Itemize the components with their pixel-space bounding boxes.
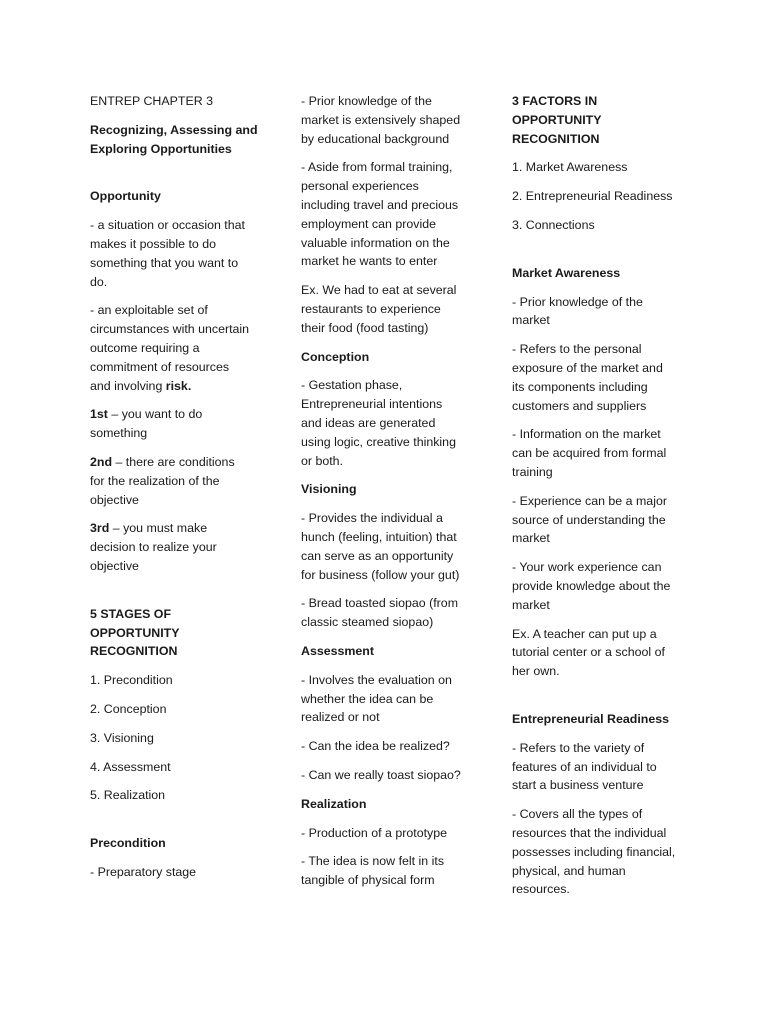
factor-item: 1. Market Awareness (512, 160, 628, 175)
assessment-heading: Assessment (301, 643, 375, 658)
chapter-subtitle: Recognizing, Assessing and Exploring Opportunities (90, 122, 258, 156)
realization-text-1: - Production of a prototype (301, 825, 448, 840)
column-right (512, 92, 684, 909)
realization-text-2: - The idea is now felt in its tangible of physical form (301, 854, 445, 888)
readiness-heading: Entrepreneurial Readiness (512, 711, 670, 726)
readiness-text-1: - Refers to the variety of features of an individual to start a business venture (512, 740, 657, 793)
assessment-text-3: - Can we really toast siopao? (301, 767, 461, 782)
stage-item: 4. Assessment (90, 759, 171, 774)
conception-text: - Gestation phase, Entrepreneurial intentions and ideas are generated using logic, creative thinking or both. (301, 378, 456, 468)
factors-heading: 3 FACTORS IN OPPORTUNITY RECOGNITION (512, 94, 602, 146)
opportunity-definition-2-risk: risk. (165, 378, 192, 393)
precondition-example: Ex. We had to eat at several restaurants to experience their food (food tasting) (301, 283, 457, 335)
third-point-label: 3rd (90, 521, 110, 536)
first-point-text: – you want to do something (90, 407, 203, 441)
second-point (90, 453, 262, 509)
precondition-heading: Precondition (90, 836, 166, 851)
first-point-label: 1st (90, 407, 108, 422)
visioning-text-2: - Bread toasted siopao (from classic steamed siopao) (301, 596, 459, 630)
stage-item: 2. Conception (90, 701, 167, 716)
stage-item: 1. Precondition (90, 673, 173, 688)
readiness-text-2: - Covers all the types of resources that the individual possesses including financial, physical, and human resources. (512, 807, 676, 897)
chapter-title: ENTREP CHAPTER 3 (90, 94, 214, 108)
market-awareness-example: Ex. A teacher can put up a tutorial center or a school of her own. (512, 626, 665, 679)
factor-item: 3. Connections (512, 217, 595, 232)
opportunity-heading: Opportunity (90, 189, 161, 204)
market-awareness-text-4: - Experience can be a major source of understanding the market (512, 493, 667, 546)
market-awareness-text-2: - Refers to the personal exposure of the market and its components including customers and suppliers (512, 342, 663, 413)
second-point-text: – there are conditions for the realization of the objective (90, 454, 235, 507)
conception-heading: Conception (301, 349, 370, 364)
precondition-text: - Preparatory stage (90, 864, 197, 879)
market-awareness-text-1: - Prior knowledge of the market (512, 294, 643, 328)
realization-heading: Realization (301, 796, 367, 811)
market-awareness-heading: Market Awareness (512, 265, 621, 280)
opportunity-definition-2 (90, 301, 262, 395)
visioning-text-1: - Provides the individual a hunch (feeling, intuition) that can serve as an opportunity for business (follow your gut) (301, 511, 460, 582)
third-point-text: – you must make decision to realize your objective (90, 521, 217, 573)
stage-item: 5. Realization (90, 788, 166, 803)
third-point (90, 519, 262, 575)
opportunity-definition-1: - a situation or occasion that makes it possible to do something that you want to do. (90, 218, 245, 289)
market-awareness-text-5: - Your work experience can provide knowledge about the market (512, 560, 671, 612)
assessment-text-2: - Can the idea be realized? (301, 739, 450, 754)
second-point-label: 2nd (90, 454, 113, 469)
precondition-paragraph-1: - Prior knowledge of the market is extensively shaped by educational background (301, 94, 461, 146)
stage-item: 3. Visioning (90, 730, 154, 745)
assessment-text-1: - Involves the evaluation on whether the idea can be realized or not (301, 672, 452, 725)
column-middle (301, 92, 471, 900)
market-awareness-text-3: - Information on the market can be acquired from formal training (512, 427, 667, 479)
visioning-heading: Visioning (301, 482, 357, 497)
factor-item: 2. Entrepreneurial Readiness (512, 189, 673, 204)
stages-heading: 5 STAGES OF OPPORTUNITY RECOGNITION (90, 606, 180, 659)
column-left (90, 92, 262, 892)
precondition-paragraph-2: - Aside from formal training, personal experiences including travel and precious employment can provide valuable information on the market he wants to enter (301, 160, 459, 269)
first-point (90, 405, 262, 443)
opportunity-definition-2-text: - an exploitable set of circumstances with uncertain outcome requiring a commitment of resources and involving (90, 303, 250, 393)
